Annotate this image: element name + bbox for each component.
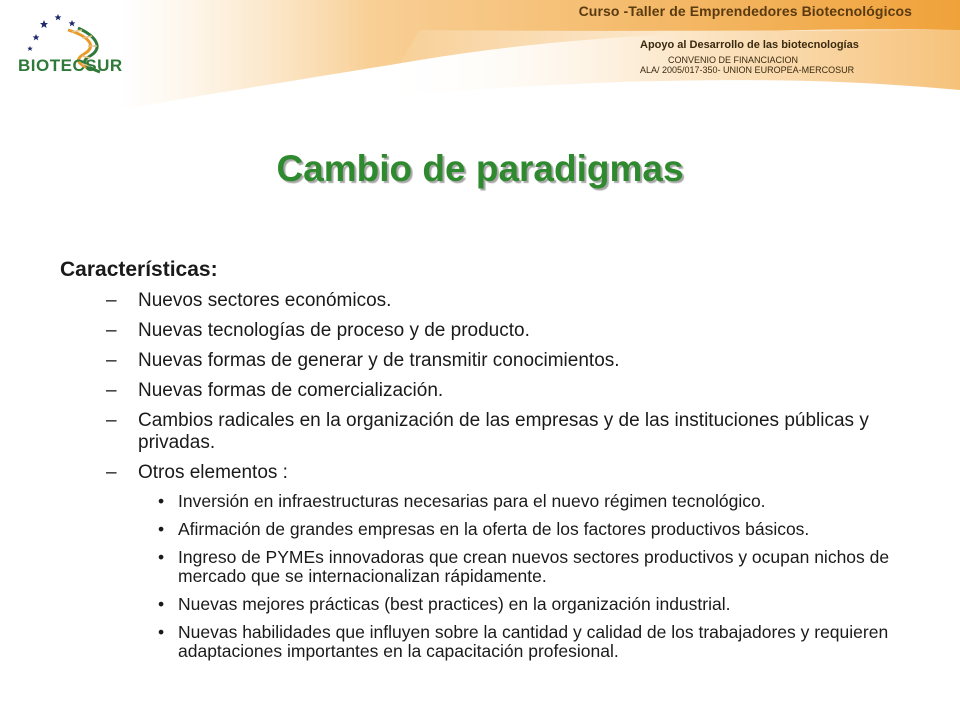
sub-list-item: • Nuevas mejores prácticas (best practices) en la organización industrial. — [158, 594, 731, 614]
characteristics-list — [60, 290, 940, 484]
dash-bullet-icon: – — [106, 290, 117, 311]
list-item: – Cambios radicales en la organización de las empresas y de las instituciones públicas y privadas. — [106, 410, 869, 453]
header-agreement-line: ALA/ 2005/017-350- UNION EUROPEA-MERCOSUR — [640, 65, 855, 75]
dash-bullet-icon: – — [106, 410, 117, 431]
dash-bullet-icon: – — [106, 462, 117, 483]
list-item: – Nuevas formas de comercialización. — [106, 380, 444, 401]
other-elements-list — [60, 492, 940, 661]
logo-wordmark: BIOTECSUR — [18, 56, 123, 75]
sub-list-item: • Inversión en infraestructuras necesarias para el nuevo régimen tecnológico. — [158, 491, 766, 511]
dot-bullet-icon: • — [158, 622, 165, 642]
header-banner — [0, 0, 960, 110]
list-item: – Nuevos sectores económicos. — [106, 290, 392, 311]
header-subtitle: Apoyo al Desarrollo de las biotecnologías — [640, 39, 859, 51]
sub-list-item: • Nuevas habilidades que influyen sobre la cantidad y calidad de los trabajadores y requieren adaptaciones importantes en la capacitación profesional. — [158, 622, 889, 661]
dot-bullet-icon: • — [158, 547, 165, 567]
slide-title: Cambio de paradigmas — [276, 148, 684, 189]
header-funding-line: CONVENIO DE FINANCIACION — [668, 55, 799, 65]
sub-list-item: • Ingreso de PYMEs innovadoras que crean nuevos sectores productivos y ocupan nichos de mercado que se internacionalizan rápidamente. — [158, 547, 890, 586]
dash-bullet-icon: – — [106, 380, 117, 401]
list-item: – Nuevas formas de generar y de transmitir conocimientos. — [106, 350, 620, 371]
course-title: Curso -Taller de Emprendedores Biotecnológicos — [578, 3, 912, 19]
dot-bullet-icon: • — [158, 491, 165, 511]
dash-bullet-icon: – — [106, 350, 117, 371]
dot-bullet-icon: • — [158, 594, 165, 614]
section-heading: Características: — [60, 258, 218, 281]
list-item: – Nuevas tecnologías de proceso y de producto. — [106, 320, 530, 341]
slide-content — [60, 258, 940, 670]
list-item: – Otros elementos : — [106, 462, 288, 483]
dot-bullet-icon: • — [158, 519, 165, 539]
dash-bullet-icon: – — [106, 320, 117, 341]
sub-list-item: • Afirmación de grandes empresas en la oferta de los factores productivos básicos. — [158, 519, 810, 539]
